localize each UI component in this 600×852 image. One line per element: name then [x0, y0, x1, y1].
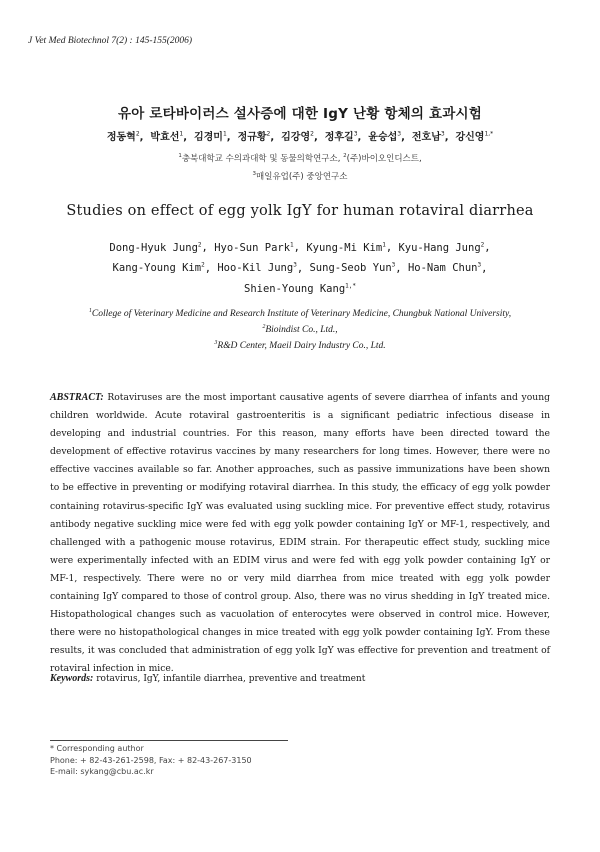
english-affiliation: $^2$Bioindist Co., Ltd.,: [262, 324, 338, 336]
korean-author: 김경미$^1$: [193, 130, 227, 143]
english-affiliations: [0, 305, 600, 353]
english-affiliation: $^3$R&D Center, Maeil Dairy Industry Co., Ltd.: [214, 340, 386, 352]
english-author: Kyung-Mi Kim$^1$: [306, 241, 386, 254]
korean-title: 유아 로타바이러스 설사증에 대한 IgY 난황 항체의 효과시험: [118, 106, 482, 122]
abstract-label: ABSTRACT:: [50, 392, 104, 403]
english-author: Dong-Hyuk Jung$^2$: [109, 241, 202, 254]
english-author: Sung-Seob Yun$^3$: [309, 261, 396, 274]
corresponding-author-note: * Corresponding author: [50, 744, 144, 753]
korean-author: 윤승섭$^3$: [368, 130, 402, 143]
keywords: [50, 673, 550, 684]
english-author: Kang-Young Kim$^2$: [112, 261, 205, 274]
running-head: J Vet Med Biotechnol 7(2) : 145-155(2006): [28, 36, 193, 46]
email: E-mail: sykang@cbu.ac.kr: [50, 767, 154, 776]
korean-author: 정동혁$^2$: [106, 130, 140, 143]
english-title: Studies on effect of egg yolk IgY for human rotaviral diarrhea: [66, 203, 534, 219]
korean-affiliation-line-1: $^1$충북대학교 수의과대학 및 동물의학연구소, $^2$(주)바이오인디스트,: [178, 153, 422, 164]
korean-author: 박효선$^1$: [150, 130, 184, 143]
english-author: Kyu-Hang Jung$^2$: [398, 241, 485, 254]
abstract-text: Rotaviruses are the most important causative agents of severe diarrhea of infants and young children worldwide. Acute rotaviral gastroenteritis is a significant pediatric infectious disease in developing and industrial countries. For this reason, many efforts have been directed toward the development of effective rotavirus vaccines by many researchers for long times. However, there were no effective vaccines available so far. Another approaches, such as passive immunizations have been shown to be effective in preventing or modifying rotaviral diarrhea. In this study, the efficacy of egg yolk powder containing rotavirus-specific IgY was evaluated using suckling mice. For preventive effect study, rotavirus antibody negative suckling mice were fed with egg yolk powder containing IgY or MF-1, respectively, and challenged with a pathogenic mouse rotavirus, EDIM strain. For therapeutic effect study, suckling mice were experimentally infected with an EDIM virus and were fed with egg yolk powder containing IgY or MF-1, respectively. There were no or very mild diarrhea from mice treated with egg yolk powder containing IgY compared to those of control group. Also, there was no virus shedding in IgY treated mice. Histopathological changes such as vacuolation of enterocytes were observed in control mice. However, there were no histopathological changes in mice treated with egg yolk powder containing IgY. From these results, it was concluded that administration of egg yolk IgY was effective for prevention and treatment of rotaviral infection in mice.: [50, 392, 550, 675]
korean-author: 강신영$^{1,*}$: [455, 130, 494, 143]
english-author: Hyo-Sun Park$^1$: [214, 241, 294, 254]
korean-author: 전호남$^3$: [411, 130, 445, 143]
footnote-divider: [50, 740, 288, 741]
keywords-text: rotavirus, IgY, infantile diarrhea, preventive and treatment: [96, 674, 366, 684]
phone-fax: Phone: + 82-43-261-2598, Fax: + 82-43-267-3150: [50, 755, 252, 765]
english-author-list: Dong-Hyuk Jung$^2$, Hyo-Sun Park$^1$, Kyung-Mi Kim$^1$, Kyu-Hang Jung$^2$, Kang-Young Kim$^2$, Hoo-Kil Jung$^3$, Sung-Seob Yun$^3$, Ho-Nam Chun$^3$, Shien-Young Kang$^{1,*}$: [109, 241, 491, 295]
english-affiliation: $^1$College of Veterinary Medicine and Research Institute of Veterinary Medicine, Chungbuk National University,: [88, 308, 512, 320]
english-author: Hoo-Kil Jung$^3$: [217, 261, 297, 274]
abstract: [50, 389, 550, 679]
english-author: Ho-Nam Chun$^3$: [407, 261, 482, 274]
korean-author: 김강영$^2$: [281, 130, 314, 143]
korean-affiliation-line-2: $^3$매일유업(주) 중앙연구소: [252, 171, 348, 182]
korean-author: 정규황$^2$: [237, 130, 271, 143]
keywords-label: Keywords:: [50, 673, 94, 684]
english-author: Shien-Young Kang$^{1,*}$: [244, 282, 356, 295]
korean-author-list: 정동혁$^2$, 박효선$^1$, 김경미$^1$, 정규황$^2$, 김강영$^2$, 정후길$^3$, 윤승섭$^3$, 전호남$^3$, 강신영$^{1,*}$: [106, 130, 494, 143]
footnote: [50, 743, 450, 778]
korean-author: 정후길$^3$: [324, 130, 358, 143]
